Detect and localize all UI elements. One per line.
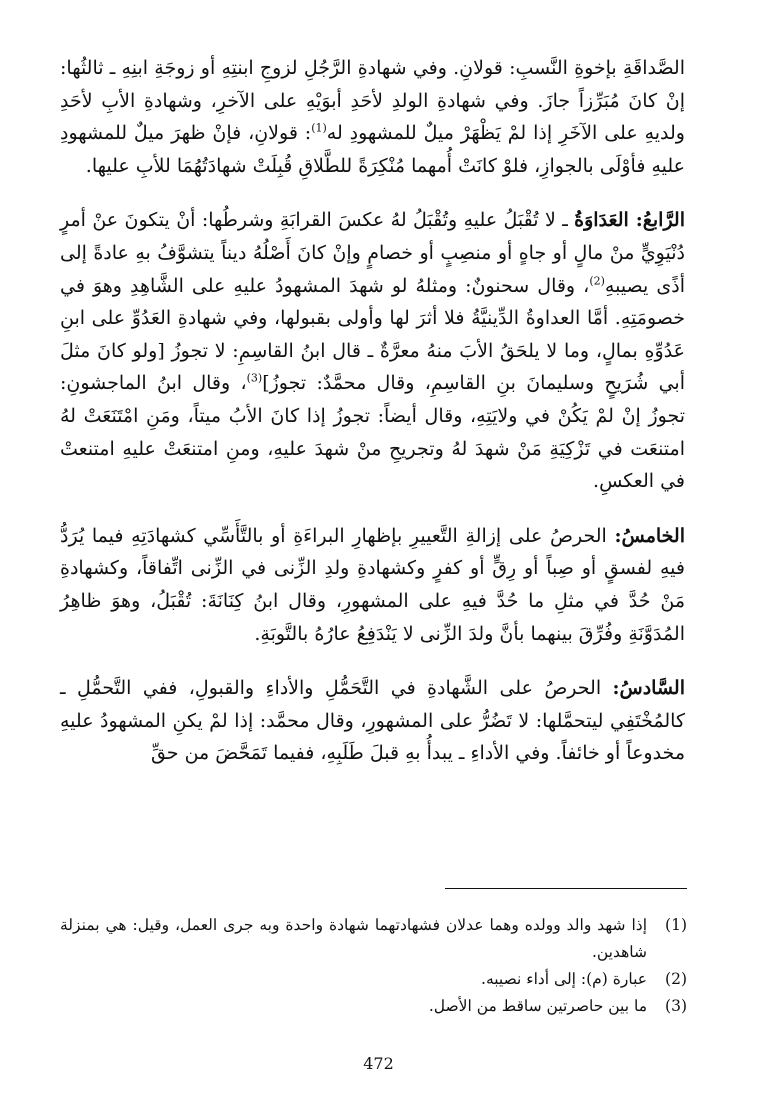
footnote-2-text: عبارة (م): إلى أداء نصيبه. [481,970,647,988]
paragraph-2-text-a: ـ لا تُقْبَلُ عليهِ وتُقْبَلُ لهُ عكسَ القرابَةِ وشرطُها: أنْ يتكونَ عنْ أمرٍ دُنْيَوِيٍّ منْ مالٍ أو جاهٍ أو منصِبٍ أو خصامٍ وإنْ كانَ أَصْلُهُ ديناً يتشوَّفُ بهِ عادةً إلى أذًى يصيبهِ [60,209,685,297]
footnote-1 [60,912,687,966]
footnote-ref-1: (1) [311,121,327,135]
footnote-3-number: (3) [665,997,687,1015]
paragraph-3-lead: الخامسُ: [614,524,685,547]
footnote-3-text: ما بين حاصرتين ساقط من الأصل. [428,997,647,1015]
footnote-2-number: (2) [665,970,687,988]
paragraph-3-text: الحرصُ على إزالةِ التَّعييرِ بإظهارِ البراءَةِ أو بالتَّأَسِّي كشهادَتِهِ فيما يُرَدُّ فيهِ لفسقٍ أو صِباً أو رِقٍّ أو كفرٍ وكشهادةِ ولدِ الزِّنى في الزِّنى اتِّفاقاً، وكشهادةِ مَنْ حُدَّ في مثلِ ما حُدَّ فيهِ على المشهورِ، وقال ابنُ كِنَانَةَ: تُقْبَلُ، وهوَ ظاهِرُ المُدَوَّنَةِ وفُرِّقَ بينهما بأنَّ ولدَ الزِّنى لا يَنْدَفِعُ عارُهُ بالتَّوبَةِ. [60,524,685,645]
page-number: 472 [363,1054,394,1073]
paragraph-2-text-c: ، وقال ابنُ الماجشونِ: تجوزُ إنْ لمْ يَكُنْ في ولايَتِهِ، وقال أيضاً: تجوزُ إذا كانَ الأبُ ميتاً، ومَنِ امْتَنَعَتْ لهُ امتنعَت في تَزْكِيَةِ مَنْ شهدَ لهُ وتجريحِ منْ شهدَ عليهِ، ومنِ امتنعَتْ عليهِ امتنعتْ في العكسِ. [60,372,685,493]
paragraph-1-text: الصَّداقَةِ بإخوةِ النَّسبِ: قولانِ. وفي شهادةِ الرَّجُلِ لزوجِ ابنتِهِ أو زوجَةِ ابنِهِ ـ ثالثُها: إنْ كانَ مُبَرِّزاً جازَ. وفي شهادةِ الولدِ لأحَدِ أبوَيْهِ على الآخرِ، وشهادةِ الأبِ لأحَدِ ولديهِ على الآخَرِ إذا لمْ يَظْهَرْ ميلٌ للمشهودِ له [60,57,685,145]
paragraph-2 [60,204,685,497]
footnotes [60,912,687,1020]
footnote-separator [445,888,687,889]
footnote-1-text: إذا شهد والد وولده وهما عدلان فشهادتهما شهادة واحدة وبه جرى العمل، وقيل: هي بمنزلة شاهدين. [60,916,647,961]
paragraph-2-text-b: ، وقال سحنونٌ: ومثلهُ لو شهدَ المشهودُ عليهِ على الشَّاهِدِ وهوَ في خصومَتِهِ. أمَّا العداوةُ الدِّينيَّةُ فلا أثرَ لها وأولى بقبولها، وفي شهادةِ العَدُوِّ على ابنِ عَدُوِّهِ بمالٍ، وما لا يلحَقُ الأبَ منهُ معرَّةٌ ـ قال ابنُ القاسِمِ: لا تجوزُ [ولو كانَ مثلَ أبي شُرَيحٍ وسليمانَ بنِ القاسِمِ، وقال محمَّدٌ: تجوزُ] [60,274,685,395]
footnote-ref-2: (2) [589,274,605,288]
paragraph-2-lead: الرَّابعُ: العَدَاوَةُ [574,209,686,232]
paragraph-4 [60,672,685,770]
footnote-3 [60,993,687,1020]
paragraph-3 [60,520,685,650]
paragraph-1 [60,52,685,182]
paragraph-4-text: الحرصُ على الشَّهادةِ في التَّحَمُّلِ والأداءِ والقبولِ، ففي التَّحمُّلِ ـ كالمُخْتَفِي ليتحمَّلها: لا تَضُرُّ على المشهورِ، وقال محمَّد: إذا لمْ يكنِ المشهودُ عليهِ مخدوعاً أو خائفاً. وفي الأداءِ ـ يبدأُ بهِ قبلَ طَلَبِهِ، ففيما تَمَحَّضَ من حقِّ [60,677,685,765]
footnote-1-number: (1) [665,916,687,934]
paragraph-4-lead: السَّادسُ: [612,677,685,700]
paragraph-1-text-after: : قولانِ، فإنْ ظهرَ ميلٌ للمشهودِ عليهِ فأوْلَى بالجوازِ، فلوْ كانَتْ أُمهما مُنْكِرَةً للطَّلاقِ قُبِلَتْ شهادَتُهُمَا للأبِ عليها. [60,122,685,177]
footnote-ref-3: (3) [246,372,263,386]
footnote-2 [60,966,687,993]
